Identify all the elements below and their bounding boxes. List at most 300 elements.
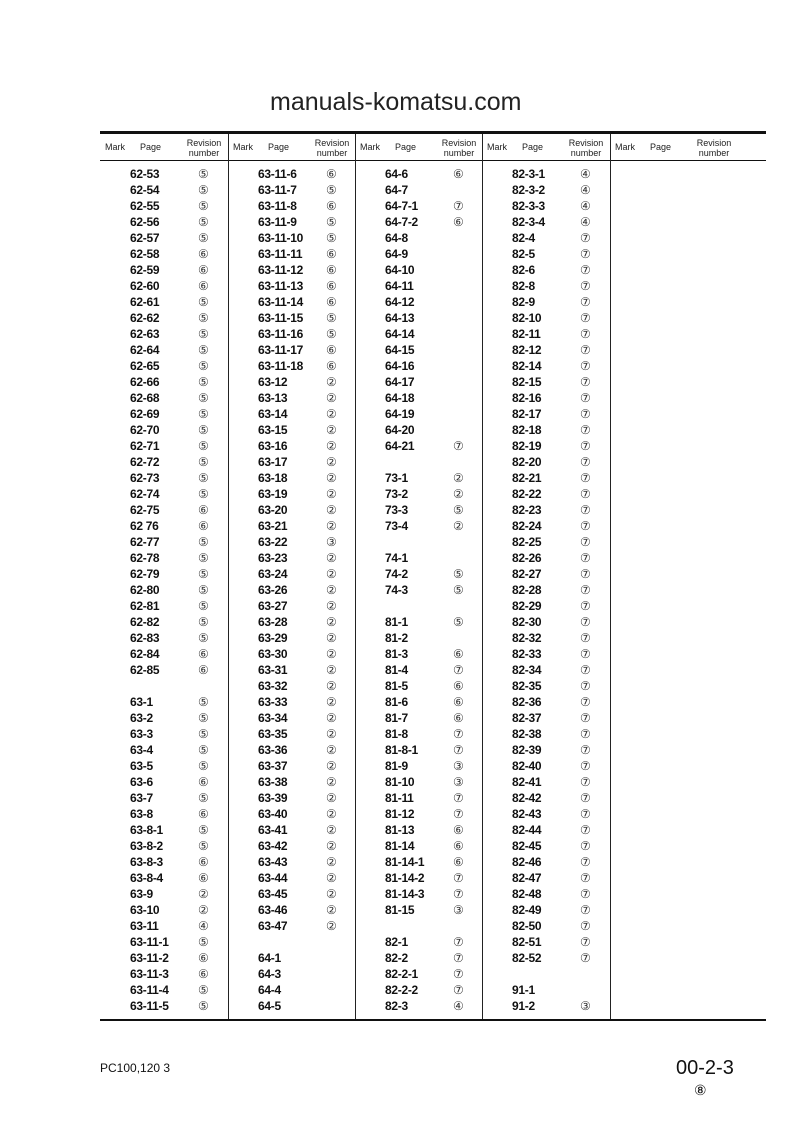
table-row [228,326,355,342]
table-row [228,886,355,902]
table-row [355,710,482,726]
page-cell: 82-47 [512,871,542,885]
table-row [355,902,482,918]
table-row [100,582,227,598]
revision-cell: ② [453,487,464,501]
page-cell: 63-11-10 [258,231,303,245]
table-row [355,998,482,1014]
revision-cell: ⑤ [198,759,209,773]
table-row [482,518,609,534]
table-row [482,214,609,230]
page-cell: 82-1 [385,935,408,949]
table-row [482,582,609,598]
page-cell: 81-8-1 [385,743,418,757]
table-row [355,662,482,678]
revision-cell: ② [326,471,337,485]
revision-cell: ⑤ [453,615,464,629]
page-cell: 82-20 [512,455,542,469]
page-cell: 81-15 [385,903,415,917]
page-cell: 64-5 [258,999,281,1013]
table-row [482,726,609,742]
revision-cell: ⑤ [453,567,464,581]
page-cell: 63-46 [258,903,288,917]
table-row [100,230,227,246]
revision-cell: ⑦ [580,391,591,405]
table-row [228,518,355,534]
page-cell: 63-14 [258,407,288,421]
page-cell: 64-17 [385,375,415,389]
page-cell: 64-14 [385,327,415,341]
revision-cell: ⑤ [198,327,209,341]
page-cell: 62-54 [130,183,160,197]
page-cell: 63-12 [258,375,288,389]
page-cell: 63-11-12 [258,263,303,277]
page-cell: 74-2 [385,567,408,581]
table-row [100,806,227,822]
page-cell: 62-70 [130,423,160,437]
page-cell: 64-9 [385,247,408,261]
page-cell: 82-32 [512,631,542,645]
revision-cell: ⑦ [453,199,464,213]
revision-cell: ⑥ [326,247,337,261]
page-cell: 82-18 [512,423,542,437]
page-cell: 82-44 [512,823,542,837]
revision-cell: ⑤ [326,183,337,197]
revision-cell: ② [326,599,337,613]
page-cell: 82-21 [512,471,542,485]
table-row [482,502,609,518]
page-cell: 63-19 [258,487,288,501]
page-cell: 82-2 [385,951,408,965]
model-label: PC100,120 3 [100,1061,171,1075]
page-cell: 91-1 [512,983,535,997]
table-row [228,678,355,694]
revision-cell: ② [326,679,337,693]
revision-cell: ⑥ [453,855,464,869]
page-cell: 63-11-2 [130,951,169,965]
revision-cell: ② [326,919,337,933]
page-cell: 63-27 [258,599,288,613]
table-row [228,182,355,198]
page-cell: 62-59 [130,263,160,277]
page-cell: 73-1 [385,471,408,485]
revision-cell: ⑤ [198,583,209,597]
revision-cell: ⑦ [580,871,591,885]
revision-cell: ⑥ [326,343,337,357]
page-cell: 63-24 [258,567,288,581]
revision-cell: ② [326,903,337,917]
revision-cell: ② [326,647,337,661]
table-row [355,614,482,630]
page-cell: 64-7-2 [385,215,418,229]
page-cell: 62-79 [130,567,160,581]
revision-cell: ② [326,775,337,789]
revision-cell: ③ [453,759,464,773]
page-cell: 63-11 [130,919,159,933]
revision-cell: ⑤ [453,503,464,517]
revision-cell: ⑥ [326,279,337,293]
page-cell: 62-75 [130,503,160,517]
revision-cell: ⑦ [453,887,464,901]
revision-cell: ⑦ [580,679,591,693]
table-row [355,422,482,438]
page-cell: 63-11-17 [258,343,303,357]
page-cell: 63-8-3 [130,855,163,869]
revision-cell: ⑤ [198,231,209,245]
revision-cell: ② [326,567,337,581]
table-row [355,182,482,198]
table-row [100,790,227,806]
page-cell: 81-1 [385,615,408,629]
revision-cell: ⑦ [580,519,591,533]
revision-cell: ⑥ [326,263,337,277]
page-cell: 63-20 [258,503,288,517]
page-cell: 82-46 [512,855,542,869]
revision-cell: ⑤ [198,183,209,197]
page-cell: 64-11 [385,279,414,293]
revision-cell: ② [326,375,337,389]
table-row [355,758,482,774]
revision-cell: ⑤ [198,727,209,741]
table-row [100,774,227,790]
page-cell: 82-3-2 [512,183,545,197]
page-cell: 82-8 [512,279,535,293]
table-row [228,342,355,358]
table-row [228,310,355,326]
revision-cell: ⑤ [198,839,209,853]
table-row [482,774,609,790]
revision-cell: ⑦ [453,951,464,965]
page-cell: 81-14-1 [385,855,425,869]
table-row [100,294,227,310]
revision-cell: ⑥ [453,711,464,725]
header-revision: Revision number [568,138,604,158]
table-row [482,598,609,614]
table-row [482,294,609,310]
revision-cell: ⑥ [453,167,464,181]
page-cell: 63-4 [130,743,153,757]
revision-cell: ⑦ [580,455,591,469]
revision-cell: ⑥ [198,647,209,661]
revision-cell: ② [326,423,337,437]
table-row [355,630,482,646]
table-row [355,294,482,310]
revision-cell: ⑤ [198,359,209,373]
table-row [228,710,355,726]
revision-cell: ⑦ [453,727,464,741]
revision-cell: ⑥ [326,167,337,181]
page-cell: 64-18 [385,391,415,405]
page-cell: 82-45 [512,839,542,853]
page-cell: 64-16 [385,359,415,373]
page-cell: 63-8-4 [130,871,163,885]
revision-cell: ② [326,711,337,725]
revision-cell: ⑦ [580,327,591,341]
revision-cell: ⑥ [198,263,209,277]
revision-cell: ② [326,695,337,709]
table-row [355,342,482,358]
revision-cell: ⑦ [453,743,464,757]
table-row [228,390,355,406]
page-cell: 62-81 [130,599,160,613]
table-row [355,486,482,502]
page-cell: 64-3 [258,967,281,981]
table-row [100,662,227,678]
table-row [355,534,482,550]
page-cell: 64-7-1 [385,199,418,213]
revision-cell: ② [326,519,337,533]
table-row [100,390,227,406]
page-cell: 63-8-2 [130,839,163,853]
table-row [228,838,355,854]
table-row [228,742,355,758]
table-column-group [355,134,482,1019]
page-cell: 82-19 [512,439,542,453]
page-cell: 81-14-2 [385,871,425,885]
revision-cell: ⑦ [453,663,464,677]
revision-cell: ③ [580,999,591,1013]
page-cell: 63-47 [258,919,288,933]
page-number: 00-2-3 [676,1057,734,1079]
page-cell: 74-3 [385,583,408,597]
table-row [355,310,482,326]
revision-cell: ⑥ [326,359,337,373]
table-row [100,246,227,262]
revision-cell: ② [326,823,337,837]
page-cell: 64-8 [385,231,408,245]
page-cell: 64-4 [258,983,281,997]
revision-cell: ⑥ [198,951,209,965]
revision-cell: ⑦ [580,311,591,325]
revision-cell: ⑦ [580,759,591,773]
table-row [228,422,355,438]
page-cell: 91-2 [512,999,535,1013]
revision-cell: ⑦ [580,823,591,837]
table-row [482,966,609,982]
column-divider [610,134,611,1019]
page-cell: 81-9 [385,759,408,773]
revision-cell: ⑥ [198,807,209,821]
table-row [355,406,482,422]
page-cell: 63-36 [258,743,288,757]
table-row [482,742,609,758]
table-row [355,886,482,902]
revision-cell: ⑦ [580,599,591,613]
page-cell: 62-83 [130,631,160,645]
table-row [100,758,227,774]
page-cell: 63-11-9 [258,215,297,229]
revision-cell: ⑦ [580,279,591,293]
table-row [100,486,227,502]
page-cell: 64-15 [385,343,415,357]
page-cell: 62-63 [130,327,160,341]
page-cell: 62-80 [130,583,160,597]
table-row [100,630,227,646]
table-row [482,278,609,294]
revision-cell: ③ [326,535,337,549]
page-cell: 63-11-11 [258,247,303,261]
table-row [228,822,355,838]
table-row [228,726,355,742]
table-row [482,470,609,486]
table-row [100,342,227,358]
header-mark: Mark [233,142,253,152]
table-row [100,982,227,998]
page-cell: 82-5 [512,247,535,261]
page-cell: 82-4 [512,231,535,245]
table-row [228,294,355,310]
table-column-group [610,134,766,1019]
table-row [355,854,482,870]
revision-cell: ⑦ [580,423,591,437]
revision-cell: ④ [580,215,591,229]
revision-cell: ⑦ [580,567,591,581]
table-row [100,374,227,390]
page-cell: 82-40 [512,759,542,773]
table-row [228,246,355,262]
revision-cell: ⑦ [580,263,591,277]
table-row [100,646,227,662]
table-row [355,726,482,742]
page-cell: 62-56 [130,215,160,229]
table-row [482,614,609,630]
table-row [355,454,482,470]
revision-cell: ④ [198,919,209,933]
revision-cell: ④ [580,167,591,181]
table-row [228,566,355,582]
table-row [482,790,609,806]
page-cell: 63-11-7 [258,183,297,197]
page-cell: 81-3 [385,647,408,661]
table-row [482,246,609,262]
page-cell: 63-17 [258,455,288,469]
page-cell: 63-45 [258,887,288,901]
table-row [355,982,482,998]
page-cell: 63-26 [258,583,288,597]
table-row [482,406,609,422]
page-cell: 63-29 [258,631,288,645]
revision-cell: ⑥ [453,215,464,229]
page-cell: 82-14 [512,359,542,373]
revision-cell: ② [326,887,337,901]
table-row [100,182,227,198]
table-row [482,358,609,374]
table-row [228,358,355,374]
header-mark: Mark [360,142,380,152]
page-cell: 82-29 [512,599,542,613]
revision-cell: ⑦ [453,791,464,805]
table-row [228,694,355,710]
table-row [100,454,227,470]
revision-cell: ② [326,743,337,757]
page-cell: 62-71 [130,439,160,453]
page-cell: 64-20 [385,423,415,437]
table-row [482,950,609,966]
table-row [100,310,227,326]
page-cell: 62-53 [130,167,160,181]
page-cell: 64-7 [385,183,408,197]
table-row [100,166,227,182]
revision-cell: ⑦ [580,615,591,629]
page-cell: 63-1 [130,695,153,709]
revision-cell: ⑦ [580,407,591,421]
page-cell: 62-65 [130,359,160,373]
page-cell: 64-21 [385,439,415,453]
table-row [228,262,355,278]
table-row [228,870,355,886]
table-row [228,806,355,822]
revision-cell: ⑦ [580,663,591,677]
table-row [482,390,609,406]
page-cell: 63-10 [130,903,160,917]
page-revision: ⑧ [694,1082,707,1098]
revision-cell: ⑤ [198,455,209,469]
revision-cell: ⑥ [198,519,209,533]
watermark: manuals-komatsu.com [270,88,522,116]
table-row [482,918,609,934]
revision-cell: ⑦ [580,535,591,549]
page-cell: 82-43 [512,807,542,821]
page-cell: 62-68 [130,391,160,405]
page-cell: 74-1 [385,551,408,565]
revision-cell: ⑤ [198,695,209,709]
page-cell: 63-5 [130,759,153,773]
page-cell: 63-39 [258,791,288,805]
revision-cell: ② [326,391,337,405]
revision-cell: ⑥ [453,839,464,853]
page-cell: 63-32 [258,679,288,693]
header-revision: Revision number [441,138,477,158]
revision-cell: ⑦ [580,711,591,725]
table-row [228,374,355,390]
page-cell: 82-3-1 [512,167,545,181]
revision-cell: ⑦ [453,807,464,821]
table-row [482,230,609,246]
revision-cell: ⑦ [580,695,591,709]
page-cell: 63-33 [258,695,288,709]
page-cell: 81-8 [385,727,408,741]
table-row [482,934,609,950]
revision-cell: ⑦ [580,631,591,645]
table-column-group [100,134,227,1019]
table-row [482,902,609,918]
revision-cell: ② [326,455,337,469]
revision-cell: ② [326,487,337,501]
revision-cell: ⑤ [198,407,209,421]
page-cell: 63-2 [130,711,153,725]
revision-cell: ⑦ [580,919,591,933]
page-cell: 63-11-5 [130,999,169,1013]
revision-cell: ⑦ [580,887,591,901]
table-row [100,550,227,566]
page-cell: 63-16 [258,439,288,453]
page-cell: 64-6 [385,167,408,181]
revision-cell: ② [326,503,337,517]
table-row [228,278,355,294]
page-cell: 62-74 [130,487,160,501]
revision-cell: ② [326,839,337,853]
table-row [100,198,227,214]
table-row [100,742,227,758]
revision-cell: ⑤ [198,535,209,549]
table-row [228,502,355,518]
table-row [482,182,609,198]
page-cell: 82-6 [512,263,535,277]
header-mark: Mark [487,142,507,152]
revision-cell: ⑦ [580,295,591,309]
page-cell: 82-9 [512,295,535,309]
page-cell: 82-42 [512,791,542,805]
